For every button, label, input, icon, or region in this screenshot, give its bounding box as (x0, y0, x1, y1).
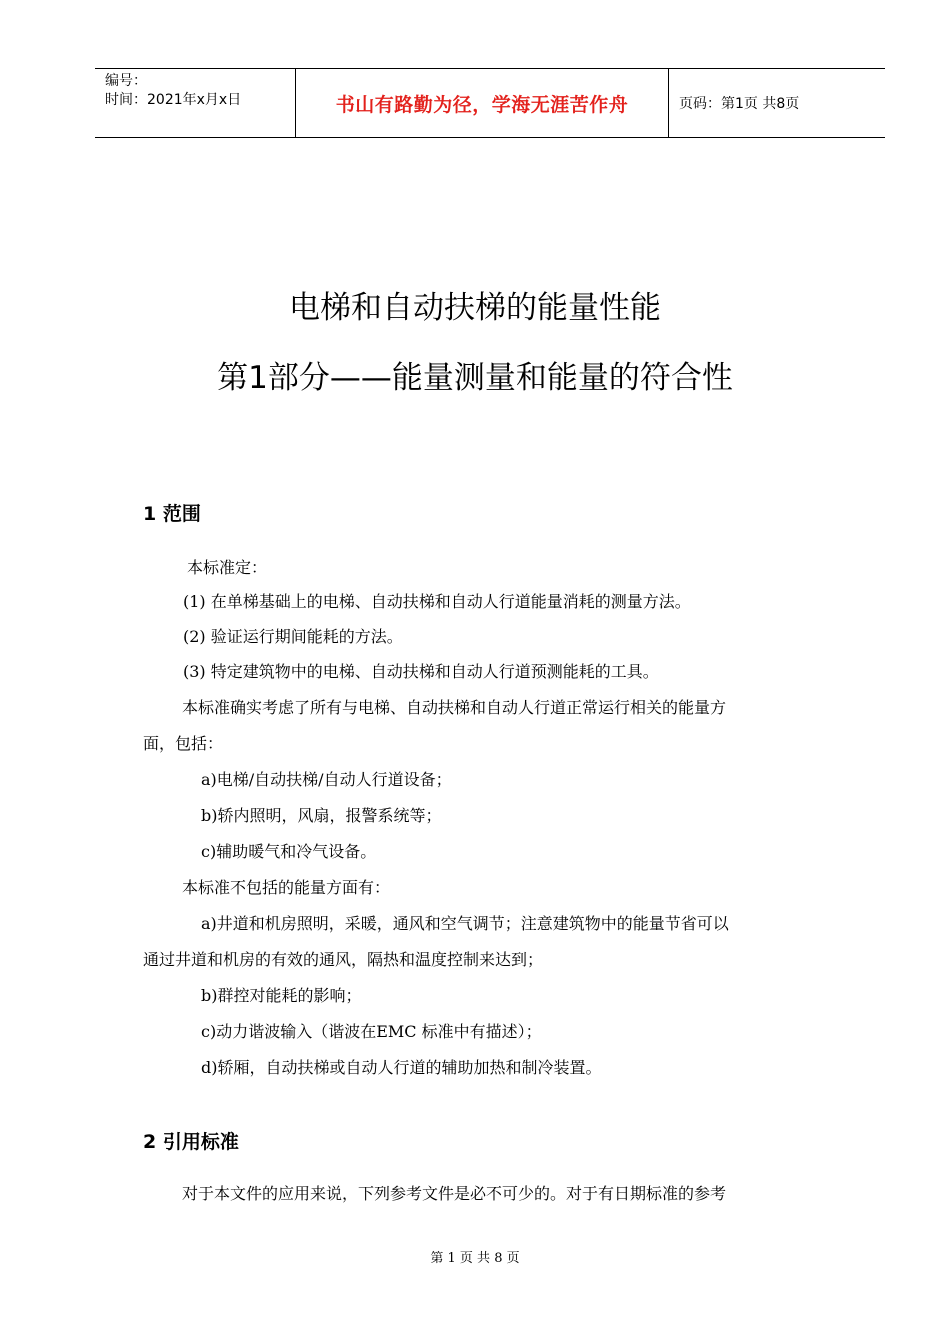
document-number-label: 编号： (105, 73, 147, 89)
list-item: b)轿内照明，风扇，报警系统等； (201, 806, 442, 825)
header-meta (95, 69, 296, 137)
document-time-label: 时间：2021年x月x日 (105, 92, 242, 108)
list-item: (1) 在单梯基础上的电梯、自动扶梯和自动人行道能量消耗的测量方法。 (183, 592, 691, 611)
section-heading-references: 2 引用标准 (143, 1131, 239, 1153)
header-motto: 书山有路勤为径，学海无涯苦作舟 (296, 69, 669, 137)
list-item: a)井道和机房照明，采暖，通风和空气调节；注意建筑物中的能量节省可以 (201, 914, 729, 933)
list-item: a)电梯/自动扶梯/自动人行道设备； (201, 770, 452, 789)
section-heading-scope: 1 范围 (143, 503, 201, 525)
paragraph-line: 本标准定： (187, 558, 268, 577)
list-item: b)群控对能耗的影响； (201, 986, 362, 1005)
list-item: d)轿厢，自动扶梯或自动人行道的辅助加热和制冷装置。 (201, 1058, 602, 1077)
paragraph-line: 本标准不包括的能量方面有： (182, 878, 391, 897)
document-title-line1: 电梯和自动扶梯的能量性能 (289, 290, 661, 326)
page-footer: 第 1 页 共 8 页 (430, 1251, 520, 1266)
paragraph-line: 本标准确实考虑了所有与电梯、自动扶梯和自动人行道正常运行相关的能量方 (182, 698, 727, 717)
list-item: c)动力谐波输入（谐波在EMC 标准中有描述）； (201, 1022, 542, 1041)
page-header (95, 68, 885, 138)
list-item: (2) 验证运行期间能耗的方法。 (183, 627, 403, 646)
list-item: c)辅助暖气和冷气设备。 (201, 842, 377, 861)
paragraph-line: 通过井道和机房的有效的通风，隔热和温度控制来达到； (143, 950, 544, 969)
header-page-number: 页码：第1页 共8页 (679, 96, 800, 112)
paragraph-line: 对于本文件的应用来说，下列参考文件是必不可少的。对于有日期标准的参考 (182, 1184, 727, 1203)
list-item: (3) 特定建筑物中的电梯、自动扶梯和自动人行道预测能耗的工具。 (183, 662, 659, 681)
paragraph-line: 面，包括： (143, 734, 224, 753)
document-title-line2: 第1部分——能量测量和能量的符合性 (217, 360, 733, 396)
